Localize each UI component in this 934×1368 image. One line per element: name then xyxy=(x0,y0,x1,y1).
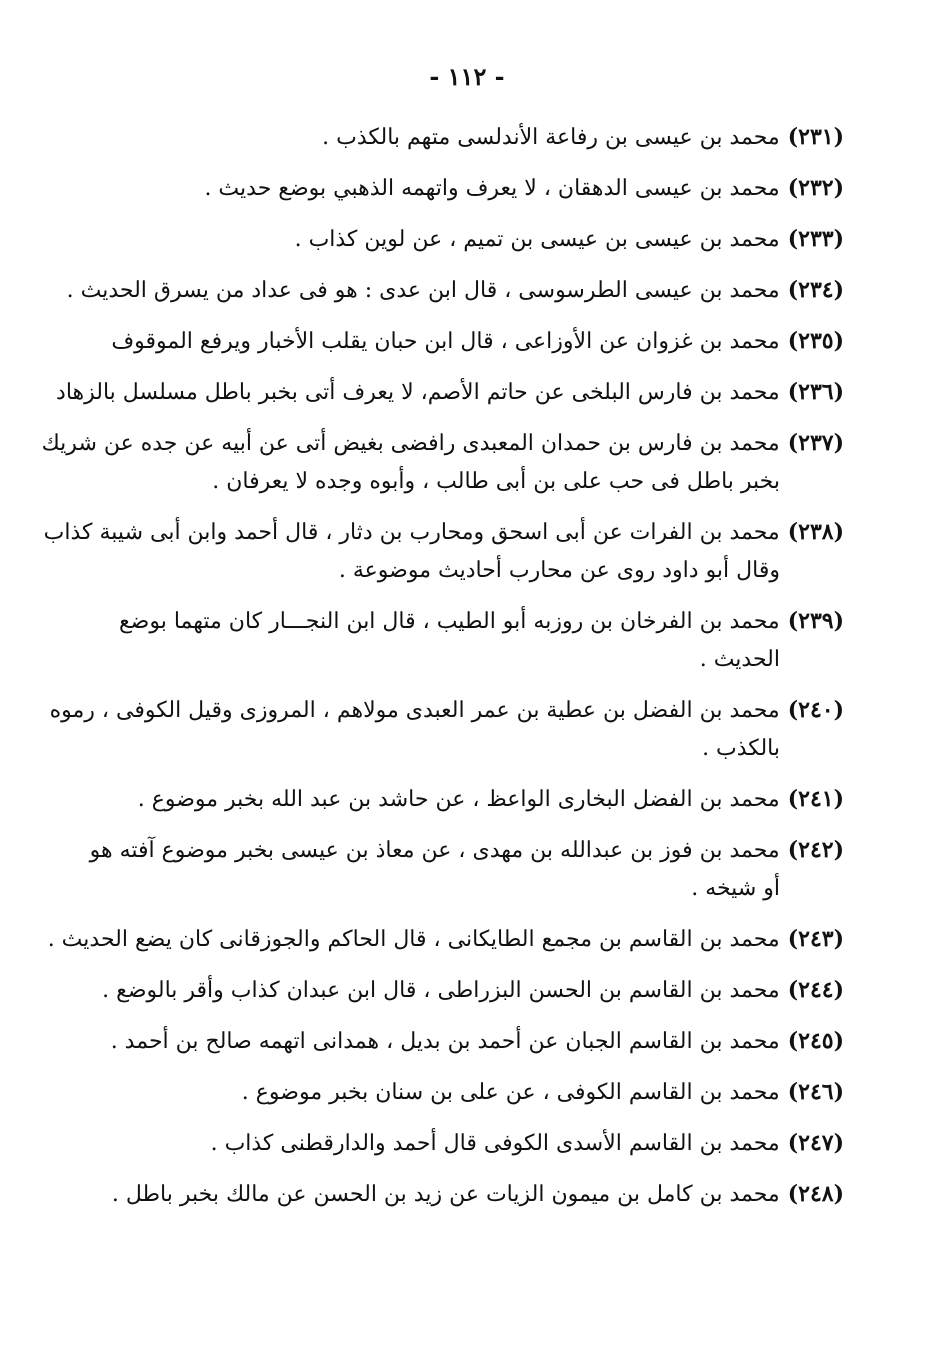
entry-first-line xyxy=(66,271,844,310)
entry-text: وقال أبو داود روى عن محارب أحاديث موضوعة . xyxy=(338,558,780,583)
entry-number: (٢٣٢) xyxy=(787,175,844,201)
entry-text: محمد بن القاسم الجبان عن أحمد بن بديل ، همدانى اتهمه صالح بن أحمد . xyxy=(110,1029,780,1054)
entry-text: محمد بن الفرات عن أبى اسحق ومحارب بن دثار ، قال أحمد وابن أبى شيبة كذاب xyxy=(43,520,780,545)
entry-number: (٢٣١) xyxy=(787,124,844,150)
entry-first-line xyxy=(84,118,844,157)
entry-text: بخبر باطل فى حب على بن أبى طالب ، وأبوه وجده لا يعرفان . xyxy=(212,469,780,494)
entry-text: محمد بن الفرخان بن روزبه أبو الطيب ، قال ابن النجـــار كان متهما بوضع xyxy=(118,609,780,634)
entry-number: (٢٣٦) xyxy=(787,379,844,405)
entry-item xyxy=(66,271,844,310)
entry-text: محمد بن فارس بن حمدان المعبدى رافضى بغيض أتى عن أبيه عن جده عن شريك xyxy=(41,431,780,456)
entry-first-line xyxy=(49,691,844,730)
entry-continuation-line xyxy=(84,641,844,679)
entry-first-line xyxy=(84,220,844,259)
entry-number: (٢٣٨) xyxy=(787,519,844,545)
entry-item xyxy=(84,1175,844,1214)
entry-text: محمد بن عيسى بن عيسى بن تميم ، عن لوين كذاب . xyxy=(294,227,780,252)
entry-text: محمد بن عيسى الطرسوسى ، قال ابن عدى : هو فى عداد من يسرق الحديث . xyxy=(66,278,780,303)
entry-continuation-line xyxy=(84,730,844,768)
entry-item xyxy=(84,602,844,679)
entry-item xyxy=(84,1124,844,1163)
entry-number: (٢٤٧) xyxy=(787,1130,844,1156)
entry-first-line xyxy=(84,971,844,1010)
entry-first-line xyxy=(84,1175,844,1214)
entry-first-line xyxy=(84,602,844,641)
entry-item xyxy=(84,831,844,908)
entry-item xyxy=(84,322,844,361)
entry-number: (٢٤٤) xyxy=(787,977,844,1003)
entry-number: (٢٤٣) xyxy=(787,926,844,952)
entry-text: محمد بن القاسم الأسدى الكوفى قال أحمد والدارقطنى كذاب . xyxy=(210,1131,780,1156)
entry-item xyxy=(84,1022,844,1061)
entry-text: محمد بن فوز بن عبدالله بن مهدى ، عن معاذ بن عيسى بخبر موضوع آفته هو xyxy=(89,838,780,863)
entry-item xyxy=(84,169,844,208)
entry-first-line xyxy=(41,424,844,463)
entry-item xyxy=(84,1073,844,1112)
entry-number: (٢٤٨) xyxy=(787,1181,844,1207)
page-number: - ١١٢ - xyxy=(429,62,505,91)
entry-text: محمد بن عيسى بن رفاعة الأندلسى متهم بالكذب . xyxy=(322,125,780,150)
entry-first-line xyxy=(56,373,844,412)
entry-first-line xyxy=(43,513,844,552)
entry-item xyxy=(84,780,844,819)
entry-item xyxy=(84,118,844,157)
entry-text: أو شيخه . xyxy=(691,876,780,901)
entry-text: محمد بن عيسى الدهقان ، لا يعرف واتهمه الذهبي بوضع حديث . xyxy=(204,176,780,201)
entry-number: (٢٣٣) xyxy=(787,226,844,252)
entry-text: محمد بن القاسم الكوفى ، عن على بن سنان بخبر موضوع . xyxy=(241,1080,780,1105)
entry-item xyxy=(43,513,844,590)
entry-first-line xyxy=(84,1073,844,1112)
entry-item xyxy=(56,373,844,412)
entry-text: الحديث . xyxy=(699,647,780,672)
entry-text: محمد بن غزوان عن الأوزاعى ، قال ابن حبان يقلب الأخبار ويرفع الموقوف xyxy=(111,329,780,354)
entry-text: بالكذب . xyxy=(702,736,780,761)
entry-number: (٢٤٢) xyxy=(787,837,844,863)
entry-first-line xyxy=(47,920,844,959)
entry-number: (٢٤٥) xyxy=(787,1028,844,1054)
entry-number: (٢٣٤) xyxy=(787,277,844,303)
entry-number: (٢٣٥) xyxy=(787,328,844,354)
entry-continuation-line xyxy=(84,552,844,590)
entry-text: محمد بن فارس البلخى عن حاتم الأصم، لا يعرف أتى بخبر باطل مسلسل بالزهاد xyxy=(56,380,780,405)
entry-item xyxy=(41,424,844,501)
entry-number: (٢٤٦) xyxy=(787,1079,844,1105)
entry-item xyxy=(49,691,844,768)
entry-number: (٢٣٧) xyxy=(787,430,844,456)
entry-first-line xyxy=(84,1124,844,1163)
entry-item xyxy=(84,971,844,1010)
entries-list xyxy=(41,118,844,1226)
entry-first-line xyxy=(84,831,844,870)
entry-first-line xyxy=(84,780,844,819)
entry-continuation-line xyxy=(84,870,844,908)
entry-number: (٢٣٩) xyxy=(787,608,844,634)
entry-number: (٢٤٠) xyxy=(787,697,844,723)
entry-item xyxy=(84,220,844,259)
entry-text: محمد بن القاسم بن الحسن البزراطى ، قال ابن عبدان كذاب وأقر بالوضع . xyxy=(102,978,780,1003)
entry-text: محمد بن الفضل بن عطية بن عمر العبدى مولاهم ، المروزى وقيل الكوفى ، رموه xyxy=(49,698,780,723)
entry-text: محمد بن الفضل البخارى الواعظ ، عن حاشد بن عبد الله بخبر موضوع . xyxy=(137,787,780,812)
entry-text: محمد بن القاسم بن مجمع الطايكانى ، قال الحاكم والجوزقانى كان يضع الحديث . xyxy=(47,927,780,952)
entry-continuation-line xyxy=(84,463,844,501)
entry-number: (٢٤١) xyxy=(787,786,844,812)
entry-first-line xyxy=(84,1022,844,1061)
entry-first-line xyxy=(84,169,844,208)
entry-text: محمد بن كامل بن ميمون الزيات عن زيد بن الحسن عن مالك بخبر باطل . xyxy=(111,1182,780,1207)
entry-first-line xyxy=(84,322,844,361)
entry-item xyxy=(47,920,844,959)
